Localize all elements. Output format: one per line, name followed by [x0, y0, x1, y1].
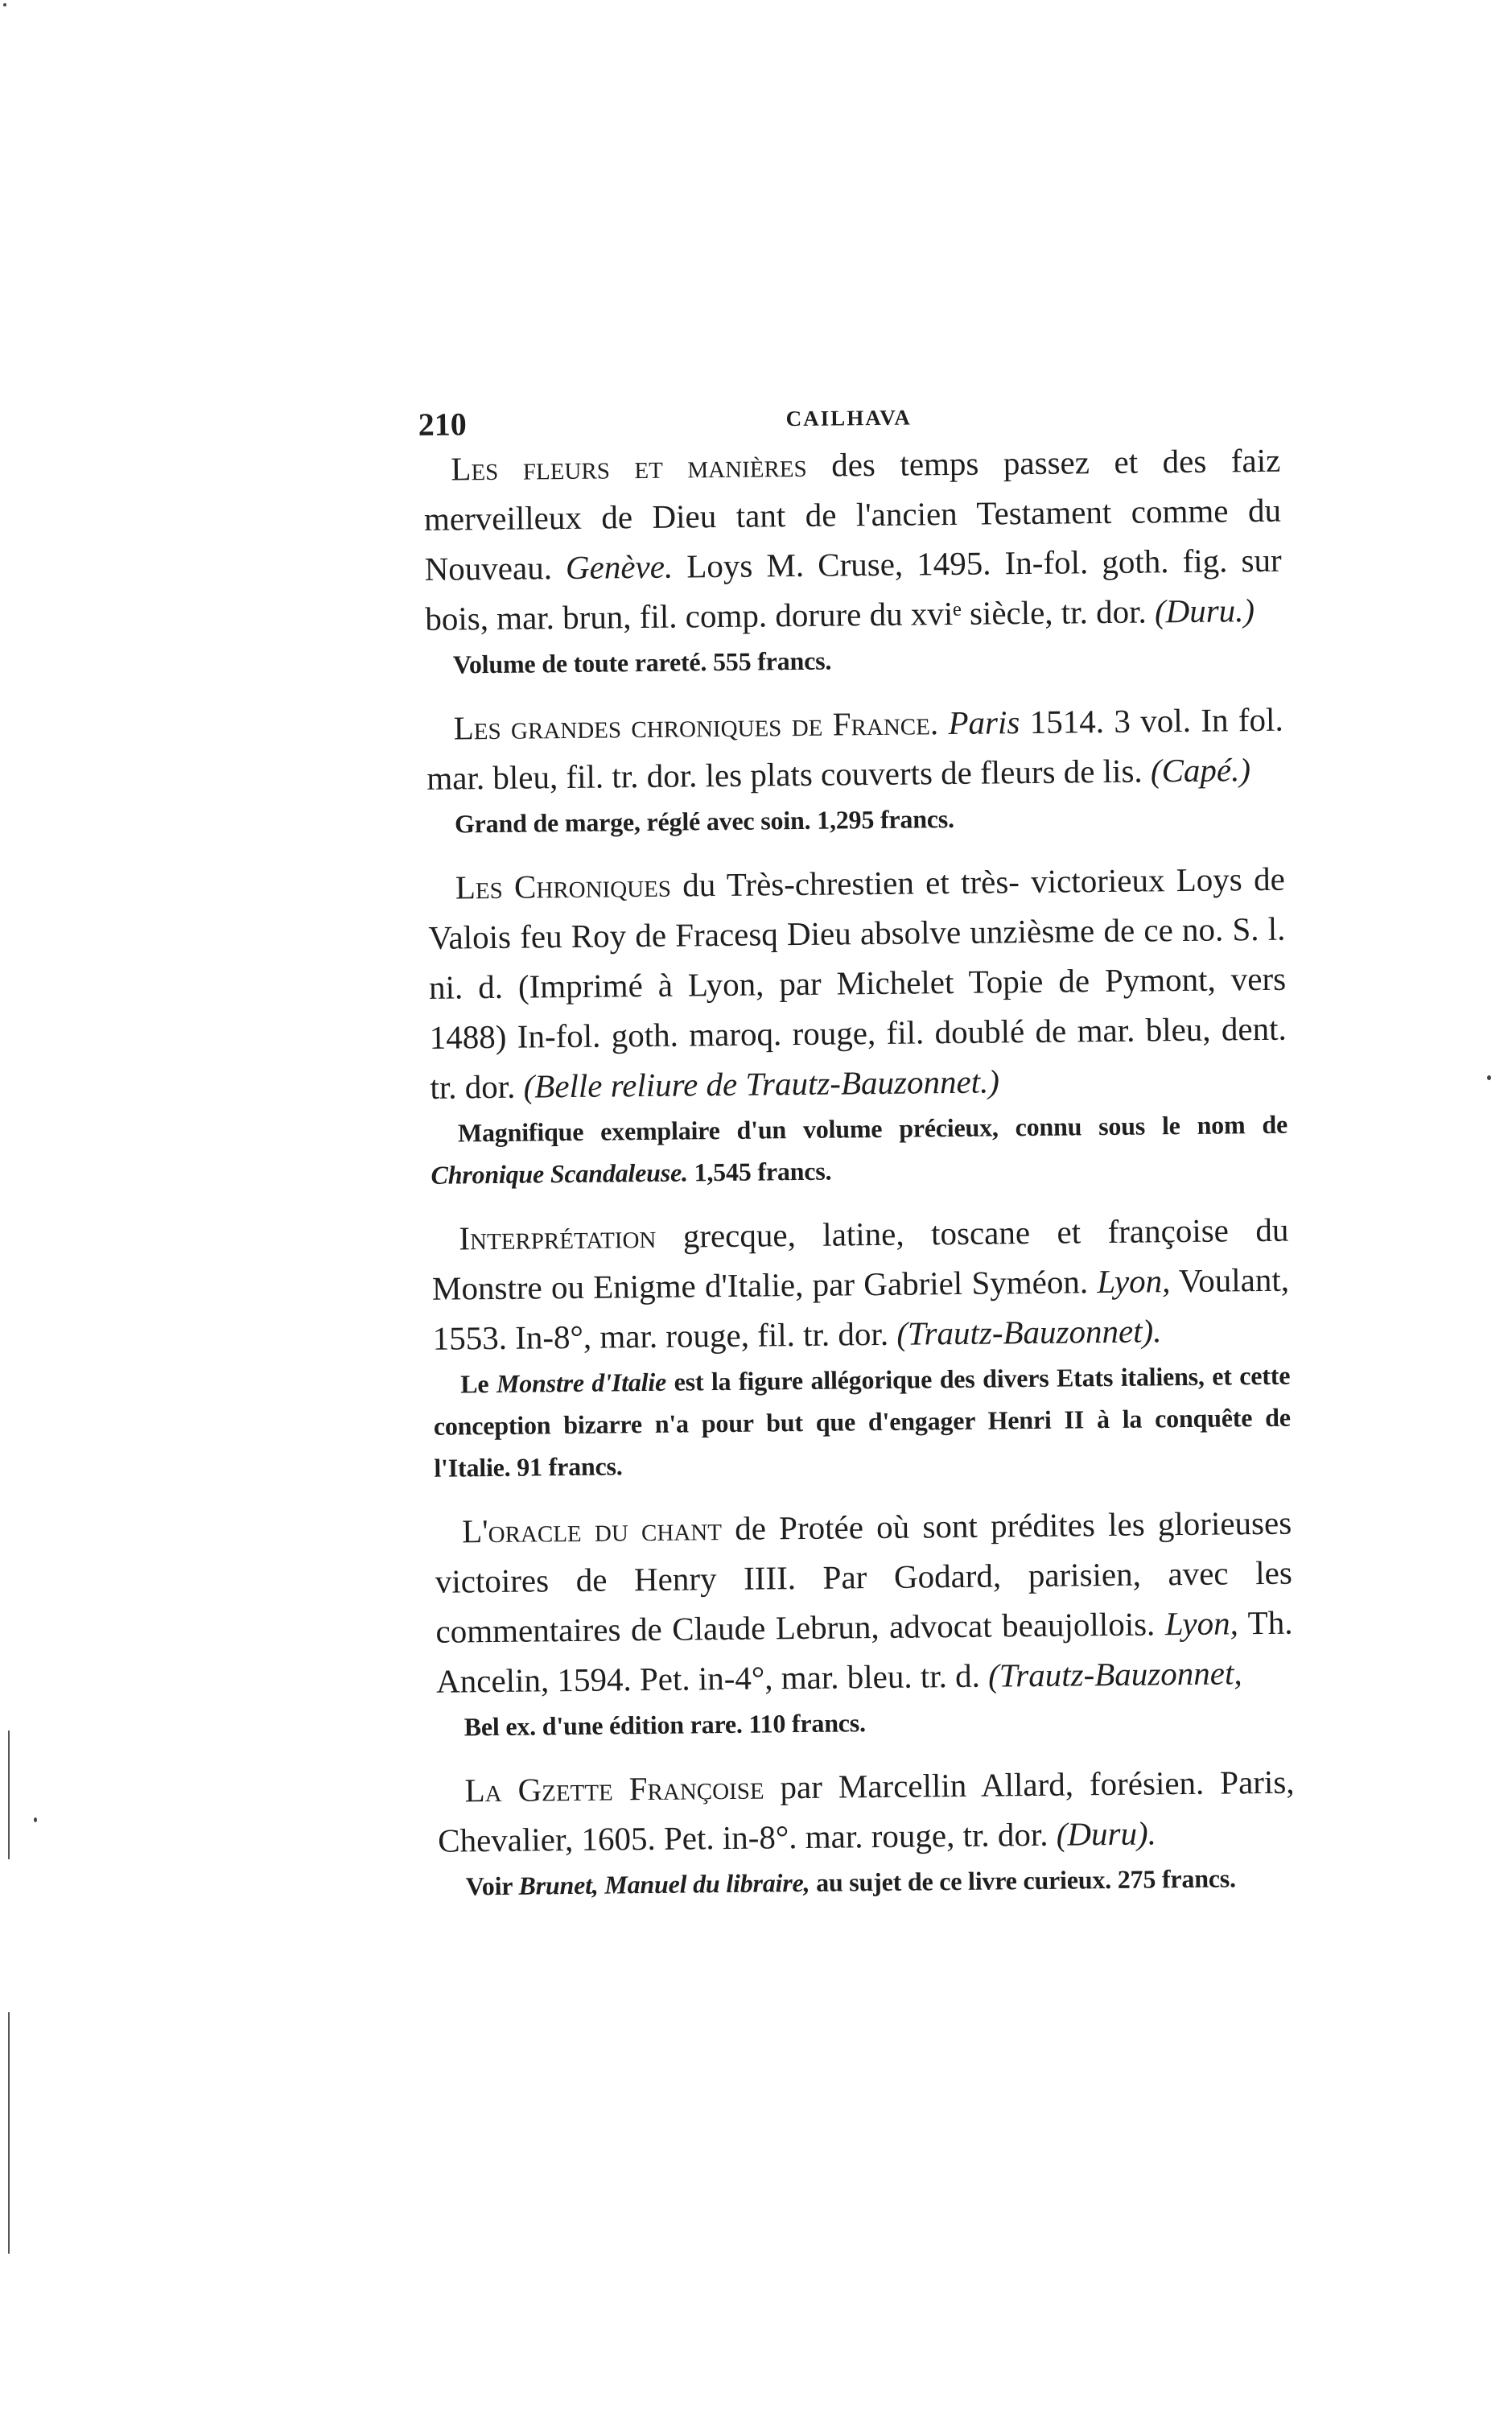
entry-binder: (Duru).	[1056, 1814, 1157, 1853]
entry-title: L'oracle du chant	[461, 1510, 723, 1550]
entry-description	[431, 1205, 1290, 1363]
catalogue-entry	[435, 1498, 1294, 1748]
catalogue-entry	[423, 435, 1283, 686]
catalogue-entry	[427, 854, 1287, 1196]
entry-title: Les Chroniques	[455, 866, 672, 906]
entry-note	[439, 1857, 1296, 1908]
catalogue-entry	[437, 1757, 1296, 1908]
entry-text-2: Voulant, 1553. In-8°, mar. rouge, fil. tr. dor.	[432, 1260, 1290, 1357]
entry-description	[435, 1498, 1294, 1706]
entry-text: des temps passez et des faiz merveilleux de Dieu tant de l'ancien Testament comme du Nouveau.	[423, 441, 1282, 588]
entry-binder: (Trautz-Bauzonnet).	[896, 1312, 1162, 1352]
note-italic: Monstre d'Italie	[496, 1367, 667, 1398]
entry-text: du Très-chrestien et très- victorieux Loys de Valois feu Roy de Fracesq Dieu absolve unzièsme de ce no. S. l. ni. d. (Imprimé à Lyon, par Michelet Topie de Pymont, vers 1488) In-fol. goth. maroq. rouge, fil. doublé de mar. bleu, dent. tr. dor.	[428, 860, 1287, 1106]
entry-title: Les grandes chroniques de France.	[453, 704, 939, 747]
entry-text: par Marcellin Allard, forésien. Paris, Chevalier, 1605. Pet. in-8°. mar. rouge, tr. dor.	[437, 1763, 1295, 1859]
entry-text-2: 1514. 3 vol. In fol. mar. bleu, fil. tr. dor. les plats couverts de fleurs de lis.	[426, 700, 1283, 797]
note-text: Magnifique exemplaire d'un volume précieux, connu sous le nom de	[457, 1109, 1288, 1148]
entry-text: de Protée où sont prédites les glorieuses victoires de Henry IIII. Par Godard, parisien, avec les commentaires de Claude Lebrun, advocat beaujollois.	[435, 1504, 1293, 1650]
entry-binder: (Belle reliure de Trautz-Bauzonnet.)	[523, 1062, 1000, 1105]
entry-binder: (Capé.)	[1150, 751, 1251, 790]
entry-description	[423, 435, 1283, 644]
entry-description	[437, 1757, 1295, 1866]
entry-description	[427, 854, 1287, 1112]
note-text: Voir	[465, 1871, 519, 1901]
note-text-2: au sujet de ce livre curieux. 275 francs.	[810, 1863, 1237, 1897]
entry-title: Les fleurs et manières	[451, 446, 807, 488]
entry-text-2: Loys M. Cruse, 1495. In-fol. goth. fig. sur bois, mar. brun, fil. comp. dorure du xviᵉ siècle, tr. dor.	[425, 541, 1282, 637]
scan-edge-line	[8, 2012, 10, 2254]
catalogue-entry	[426, 695, 1284, 845]
entry-note: Bel ex. d'une édition rare. 110 francs.	[463, 1708, 867, 1742]
entry-text-2: Th. Ancelin, 1594. Pet. in-4°, mar. bleu. tr. d.	[435, 1603, 1293, 1700]
entry-place: Lyon,	[1097, 1262, 1171, 1301]
note-italic: Chronique Scandaleuse.	[431, 1157, 688, 1190]
note-italic: Brunet, Manuel du libraire,	[518, 1867, 810, 1900]
scan-speck	[34, 1817, 37, 1822]
entry-text	[938, 704, 949, 741]
scan-speck	[3, 3, 6, 6]
entry-note: Grand de marge, réglé avec soin. 1,295 francs.	[454, 803, 955, 839]
entry-title: La Gzette Françoise	[464, 1768, 764, 1809]
page-number: 210	[418, 406, 468, 443]
entry-binder: (Duru.)	[1154, 592, 1255, 630]
entry-note: Volume de toute rareté. 555 francs.	[452, 646, 832, 679]
entry-title: Interprétation	[459, 1217, 657, 1257]
entry-text: grecque, latine, toscane et françoise du Monstre ou Enigme d'Italie, par Gabriel Syméon.	[431, 1211, 1289, 1307]
entry-description	[426, 695, 1283, 803]
note-text-2: 1,545 francs.	[687, 1156, 832, 1187]
scan-speck	[1487, 1075, 1491, 1080]
entry-place: Paris	[948, 703, 1020, 742]
entry-note	[433, 1355, 1292, 1489]
running-title: CAILHAVA	[785, 405, 912, 431]
entry-binder: (Trautz-Bauzonnet,	[987, 1654, 1242, 1694]
entry-note	[431, 1103, 1288, 1196]
entry-place: Genève.	[565, 547, 674, 587]
catalogue-entries	[423, 435, 1296, 1925]
note-text: Le	[460, 1368, 497, 1399]
entry-place: Lyon,	[1164, 1604, 1239, 1643]
catalogue-entry	[431, 1205, 1292, 1489]
note-text-2: est la figure allégorique des divers Etats italiens, et cette conception bizarre n'a pour but que d'engager Henri II à la conquête de l'Italie. 91 francs.	[433, 1360, 1291, 1483]
scan-edge-line	[8, 1730, 10, 1859]
